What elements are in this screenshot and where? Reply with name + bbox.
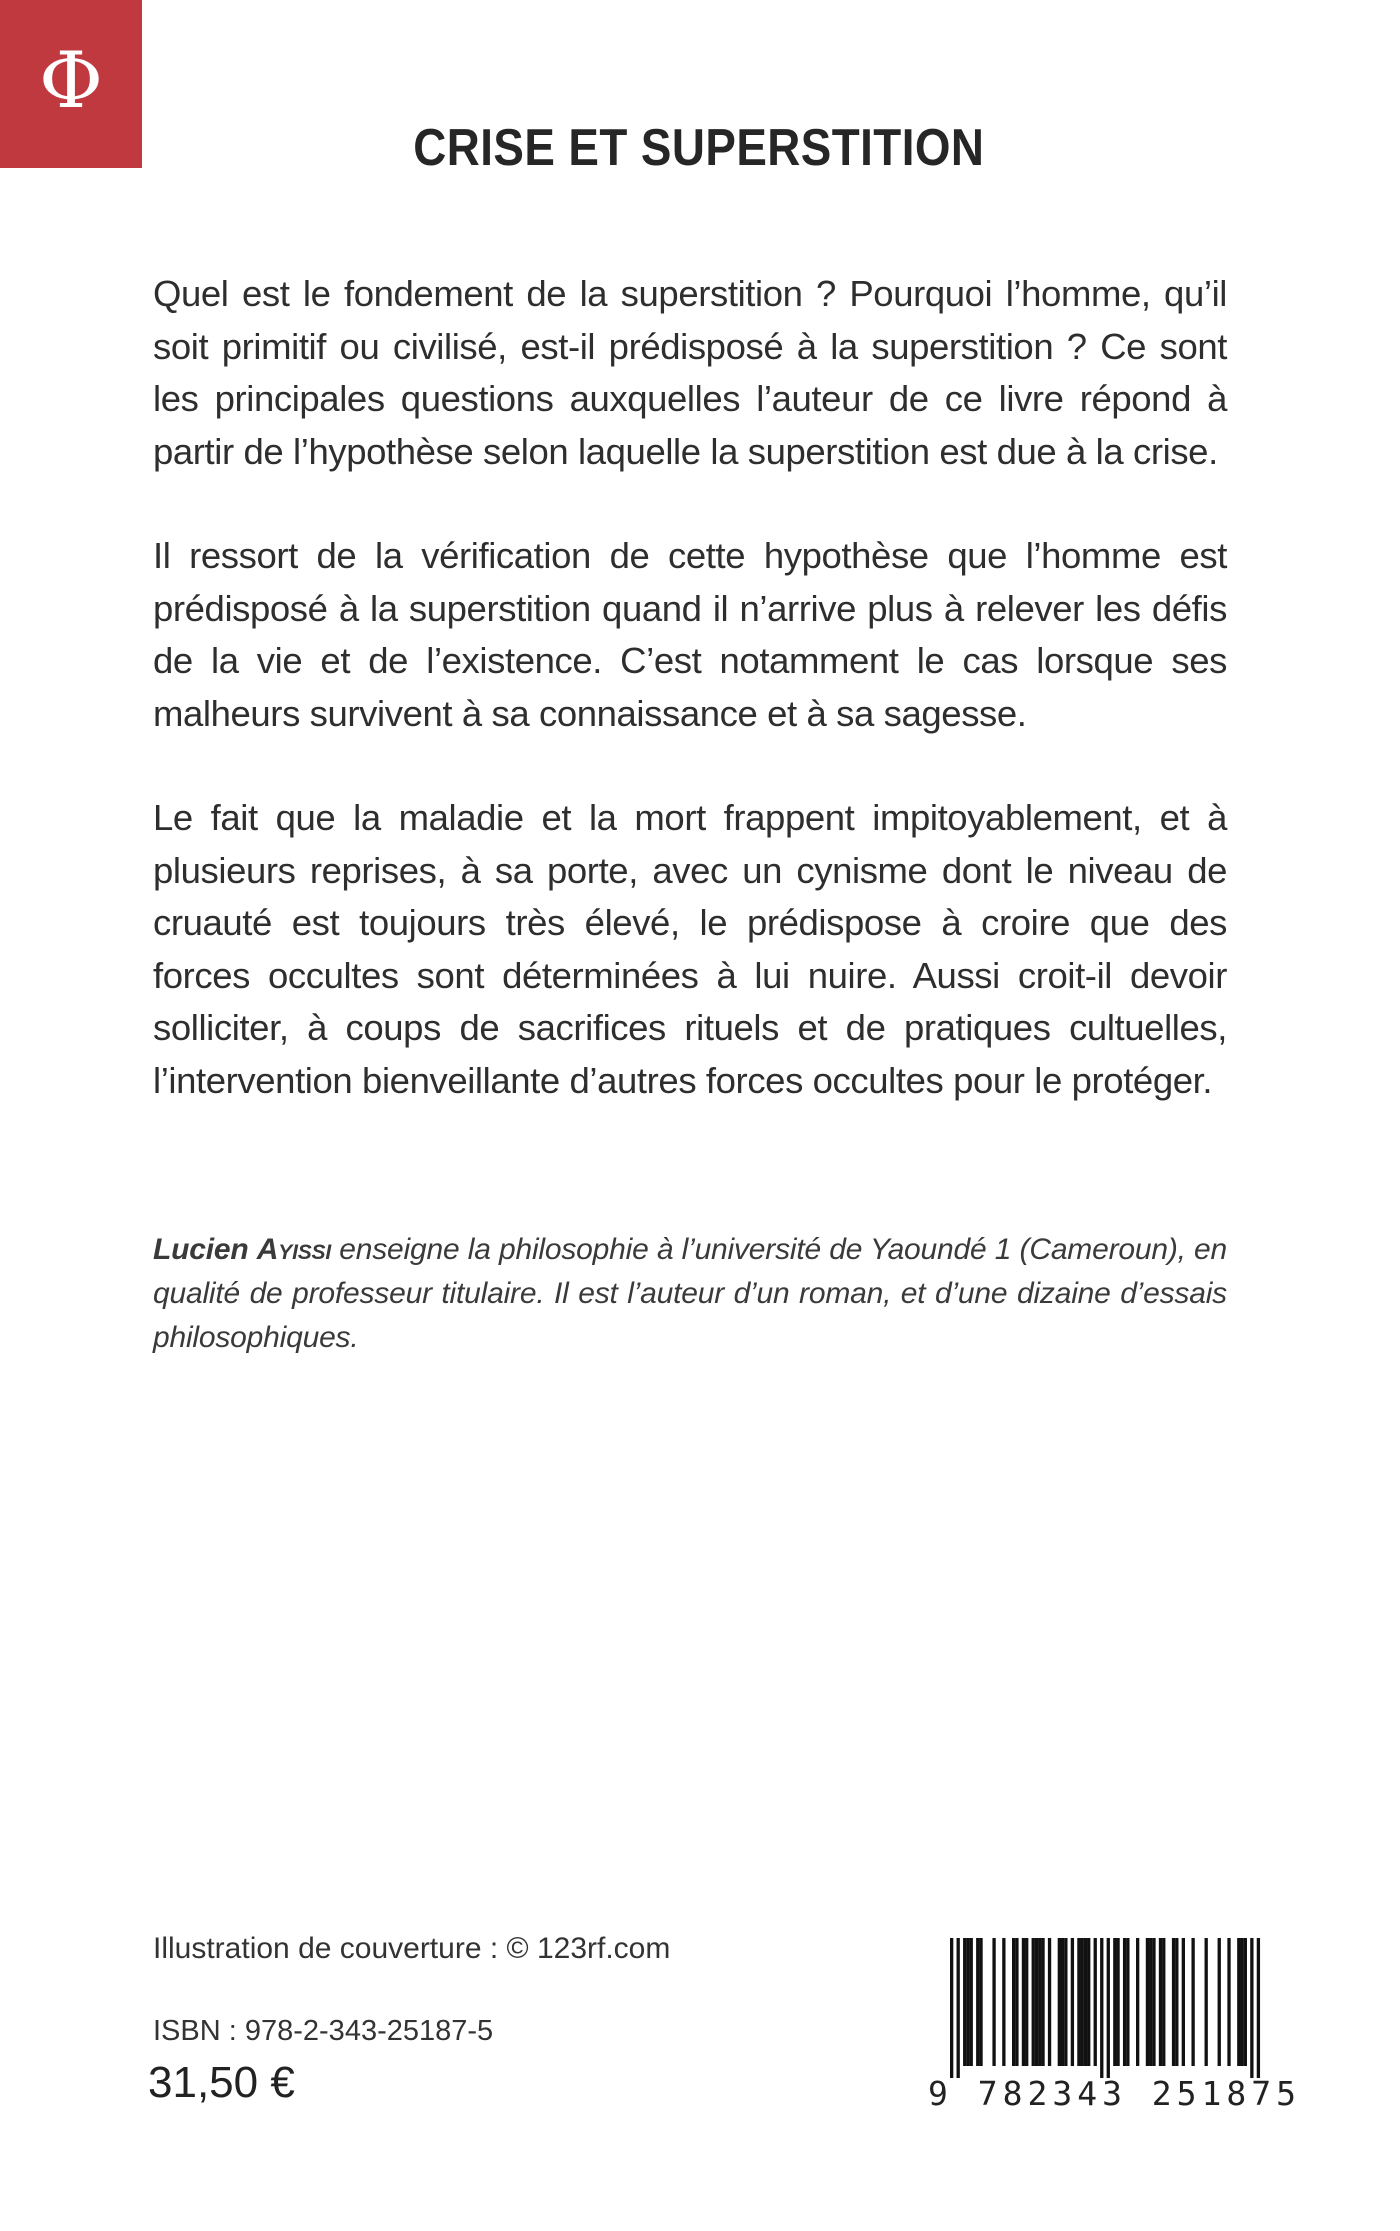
barcode-bar bbox=[1035, 1938, 1038, 2066]
barcode-bar bbox=[1218, 1938, 1221, 2066]
barcode-bar bbox=[1081, 1938, 1084, 2066]
book-title: CRISE ET SUPERSTITION bbox=[413, 119, 985, 177]
barcode-bar bbox=[1022, 1938, 1025, 2066]
barcode-bar bbox=[1084, 1938, 1087, 2066]
author-first-name: Lucien bbox=[153, 1233, 249, 1266]
barcode-bar bbox=[970, 1938, 973, 2066]
barcode-bar bbox=[1123, 1938, 1126, 2066]
barcode-bar bbox=[1240, 1938, 1243, 2066]
barcode-bar bbox=[957, 1938, 960, 2078]
barcode-bar bbox=[1162, 1938, 1165, 2066]
cover-illustration-credit: Illustration de couverture : © 123rf.com bbox=[153, 1932, 671, 1965]
barcode-bar bbox=[1116, 1938, 1119, 2066]
barcode-bar bbox=[1107, 1938, 1110, 2078]
barcode-digits: 9 782343 251875 bbox=[928, 2074, 1302, 2113]
summary-paragraph-1: Quel est le fondement de la superstition ? Pourquoi l’homme, qu’il soit primitif ou civilisé, est-il prédisposé à la superstition ? Ce sont les principales questions auxquelles l’auteur de ce livre répond à partir de l’hypothèse selon laquelle la superstition est due à la crise. bbox=[153, 273, 1227, 472]
summary-paragraph-3: Le fait que la maladie et la mort frappent impitoyablement, et à plusieurs reprises, à sa porte, avec un cynisme dont le niveau de cruauté est toujours très élevé, le prédispose à croire que des forces occultes sont déterminées à lui nuire. Aussi croit-il devoir solliciter, à coups de sacrifices rituels et de pratiques cultuelles, l’intervention bienveillante d’autres forces occultes pour le protéger. bbox=[153, 797, 1227, 1101]
barcode-bar bbox=[1191, 1938, 1194, 2066]
barcode-bar bbox=[1159, 1938, 1162, 2066]
barcode-bar bbox=[950, 1938, 953, 2078]
barcode-bar bbox=[979, 1938, 982, 2066]
isbn: ISBN : 978-2-343-25187-5 bbox=[153, 2015, 494, 2047]
barcode-bar bbox=[1087, 1938, 1090, 2066]
barcode-bar bbox=[1113, 1938, 1116, 2066]
barcode-bar bbox=[992, 1938, 995, 2066]
barcode-bar bbox=[1064, 1938, 1067, 2066]
barcode-bar bbox=[1015, 1938, 1018, 2066]
barcode-bar bbox=[1136, 1938, 1139, 2066]
barcode-bar bbox=[976, 1938, 979, 2066]
barcode-bar bbox=[1012, 1938, 1015, 2066]
barcode bbox=[928, 1938, 1302, 2116]
barcode-bar bbox=[963, 1938, 966, 2066]
barcode-bar bbox=[1205, 1938, 1208, 2066]
author-bio bbox=[153, 1228, 1227, 1360]
barcode-bar bbox=[966, 1938, 969, 2066]
barcode-bar bbox=[1061, 1938, 1064, 2066]
barcode-bar bbox=[1077, 1938, 1080, 2066]
barcode-bar bbox=[1071, 1938, 1074, 2066]
barcode-bar bbox=[1100, 1938, 1103, 2078]
barcode-bar bbox=[1025, 1938, 1028, 2066]
barcode-bars bbox=[928, 1938, 1266, 2078]
barcode-bar bbox=[1149, 1938, 1152, 2066]
barcode-bar bbox=[1126, 1938, 1129, 2066]
barcode-bar bbox=[1048, 1938, 1051, 2066]
barcode-bar bbox=[1146, 1938, 1149, 2066]
author-last-name: Ayissi bbox=[256, 1233, 331, 1266]
barcode-bar bbox=[1032, 1938, 1035, 2066]
back-cover-summary bbox=[153, 268, 1227, 1159]
barcode-bar bbox=[1152, 1938, 1155, 2066]
barcode-bar bbox=[1175, 1938, 1178, 2066]
summary-paragraph-2: Il ressort de la vérification de cette hypothèse que l’homme est prédisposé à la superstition quand il n’arrive plus à relever les défis de la vie et de l’existence. C’est notamment le cas lorsque ses malheurs survivent à sa connaissance et à sa sagesse. bbox=[153, 535, 1227, 734]
barcode-bar bbox=[1250, 1938, 1253, 2078]
barcode-bar bbox=[1172, 1938, 1175, 2066]
barcode-bar bbox=[1002, 1938, 1005, 2066]
phi-logo-icon: Φ bbox=[39, 36, 103, 126]
author-bio-text: enseigne la philosophie à l’université de Yaoundé 1 (Cameroun), en qualité de professeur titulaire. Il est l’auteur d’un roman, et d’une dizaine d’essais philosophiques. bbox=[153, 1233, 1228, 1354]
barcode-bar bbox=[1182, 1938, 1185, 2066]
barcode-bar bbox=[1038, 1938, 1041, 2066]
barcode-bar bbox=[1058, 1938, 1061, 2066]
barcode-bar bbox=[1227, 1938, 1230, 2066]
barcode-bar bbox=[1244, 1938, 1247, 2066]
barcode-bar bbox=[1237, 1938, 1240, 2066]
price: 31,50 € bbox=[148, 2058, 295, 2107]
barcode-bar bbox=[1041, 1938, 1044, 2066]
barcode-bar bbox=[1094, 1938, 1097, 2066]
barcode-bar bbox=[1257, 1938, 1260, 2078]
